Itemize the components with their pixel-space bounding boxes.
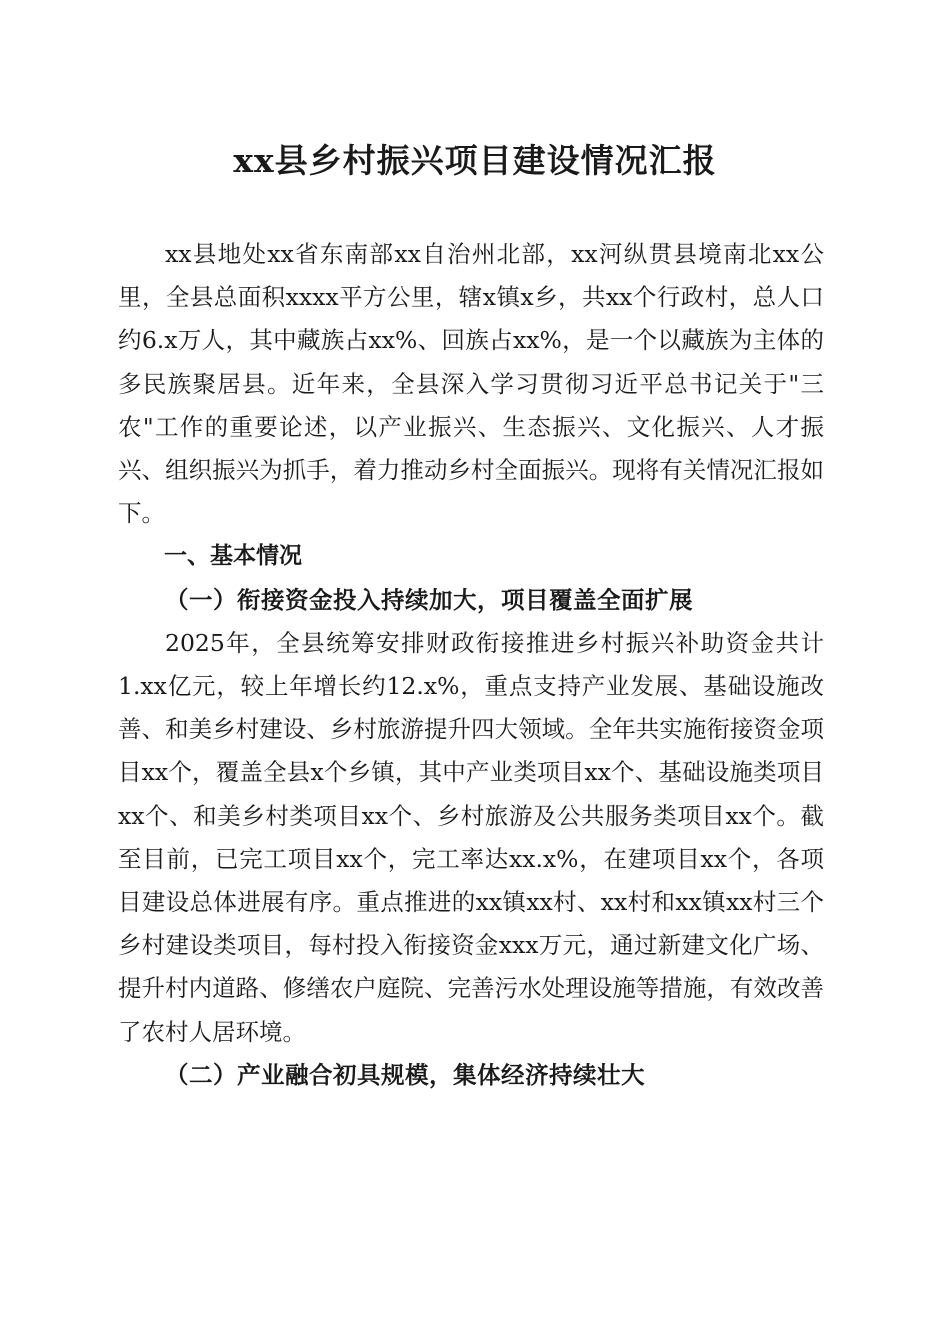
subsection-heading-2: （二）产业融合初具规模，集体经济持续壮大: [165, 1060, 645, 1089]
section-heading-basic-situation: 一、基本情况: [164, 543, 302, 570]
document-body: [118, 233, 824, 1097]
intro-paragraph: xx县地处xx省东南部xx自治州北部，xx河纵贯县境南北xx公里，全县总面积xxxx平方公里，辖x镇x乡，共xx个行政村，总人口约6.x万人，其中藏族占xx%、回族占xx%，是一个以藏族为主体的多民族聚居县。近年来，全县深入学习贯彻习近平总书记关于"三农"工作的重要论述，以产业振兴、生态振兴、文化振兴、人才振兴、组织振兴为抓手，着力推动乡村全面振兴。现将有关情况汇报如下。: [118, 240, 824, 528]
subsection-heading-1: （一）衔接资金投入持续加大，项目覆盖全面扩展: [165, 585, 693, 614]
document-title: xx县乡村振兴项目建设情况汇报: [233, 141, 717, 180]
funding-paragraph: 2025年，全县统筹安排财政衔接推进乡村振兴补助资金共计1.xx亿元，较上年增长约12.x%，重点支持产业发展、基础设施改善、和美乡村建设、乡村旅游提升四大领域。全年共实施衔接资金项目xx个，覆盖全县x个乡镇，其中产业类项目xx个、基础设施类项目xx个、和美乡村类项目xx个、乡村旅游及公共服务类项目xx个。截至目前，已完工项目xx个，完工率达xx.x%，在建项目xx个，各项目建设总体进展有序。重点推进的xx镇xx村、xx村和xx镇xx村三个乡村建设类项目，每村投入衔接资金xxx万元，通过新建文化广场、提升村内道路、修缮农户庭院、完善污水处理设施等措施，有效改善了农村人居环境。: [118, 628, 824, 1046]
